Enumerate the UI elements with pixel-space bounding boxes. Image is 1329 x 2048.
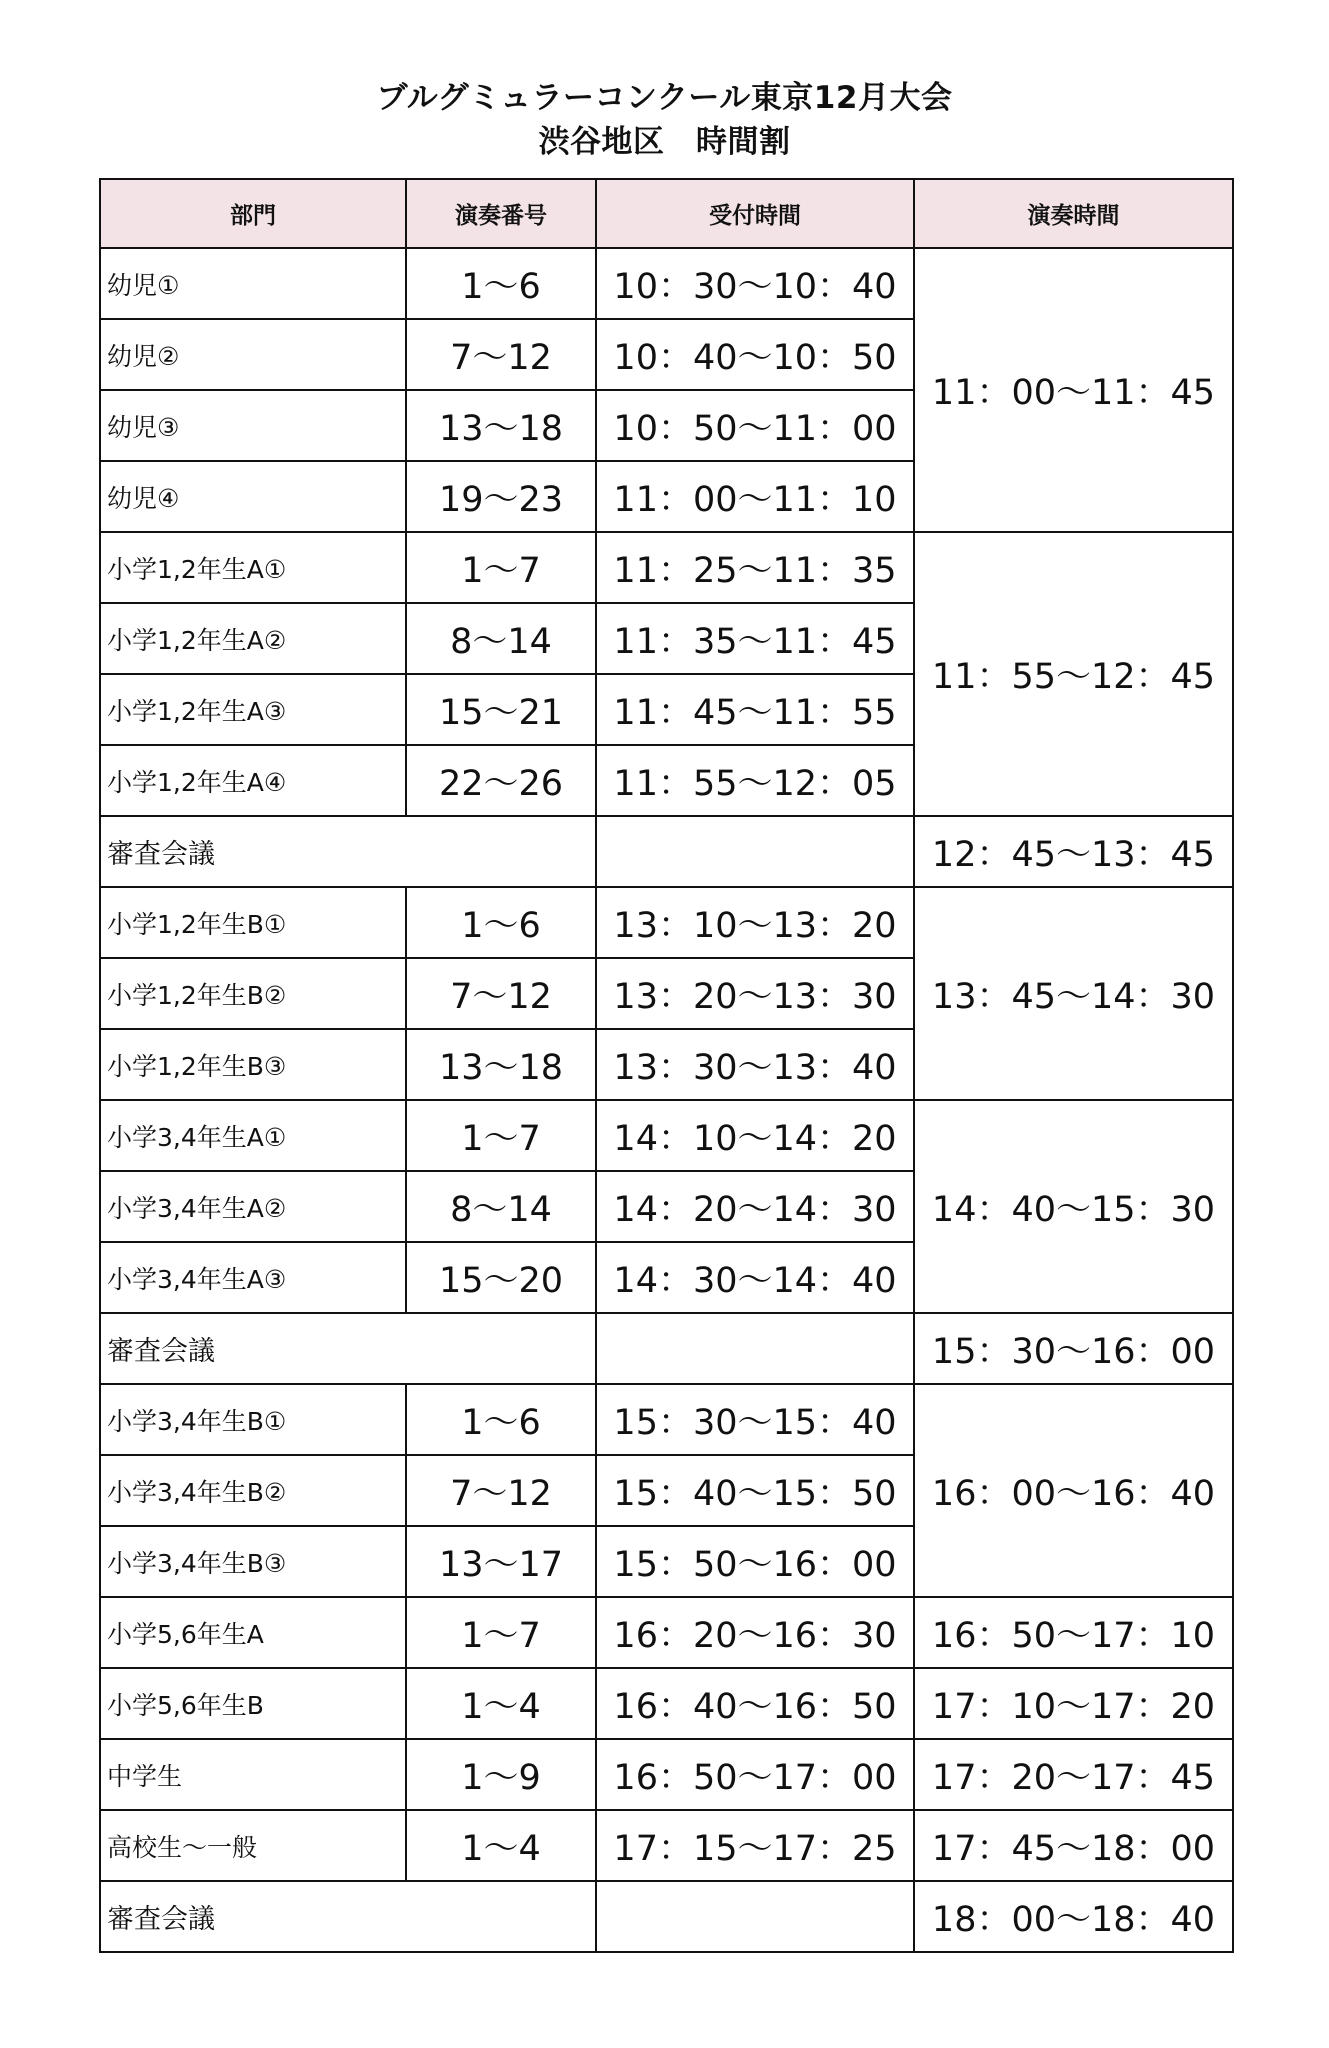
division-cell: 小学1,2年生B② [100, 958, 406, 1029]
reception-cell: 13：20〜13：30 [596, 958, 914, 1029]
reception-cell: 15：40〜15：50 [596, 1455, 914, 1526]
division-cell: 小学3,4年生A③ [100, 1242, 406, 1313]
reception-cell: 10：50〜11：00 [596, 390, 914, 461]
header-row [100, 179, 1233, 248]
reception-cell [596, 816, 914, 887]
reception-cell: 13：30〜13：40 [596, 1029, 914, 1100]
reception-cell: 11：35〜11：45 [596, 603, 914, 674]
division-cell: 小学5,6年生A [100, 1597, 406, 1668]
division-cell: 審査会議 [100, 816, 596, 887]
division-cell: 幼児② [100, 319, 406, 390]
division-cell: 小学1,2年生B① [100, 887, 406, 958]
header-division: 部門 [100, 179, 406, 248]
document-subtitle: 渋谷地区 時間割 [538, 124, 791, 160]
division-cell: 小学5,6年生B [100, 1668, 406, 1739]
number-cell: 1〜4 [406, 1810, 596, 1881]
number-cell: 1〜6 [406, 1384, 596, 1455]
reception-cell: 10：30〜10：40 [596, 248, 914, 319]
reception-cell: 13：10〜13：20 [596, 887, 914, 958]
number-cell: 1〜4 [406, 1668, 596, 1739]
header-performance-number: 演奏番号 [406, 179, 596, 248]
reception-cell: 16：40〜16：50 [596, 1668, 914, 1739]
reception-cell: 16：20〜16：30 [596, 1597, 914, 1668]
table-row [100, 532, 1233, 603]
performance-cell: 16：50〜17：10 [914, 1597, 1233, 1668]
document-title: ブルグミュラーコンクール東京12月大会 [376, 80, 953, 116]
division-cell: 小学1,2年生A④ [100, 745, 406, 816]
reception-cell: 14：20〜14：30 [596, 1171, 914, 1242]
number-cell: 8〜14 [406, 1171, 596, 1242]
division-cell: 小学3,4年生B② [100, 1455, 406, 1526]
number-cell: 13〜17 [406, 1526, 596, 1597]
table-row [100, 1597, 1233, 1668]
table-row [100, 248, 1233, 319]
performance-cell: 17：20〜17：45 [914, 1739, 1233, 1810]
performance-cell: 14：40〜15：30 [914, 1100, 1233, 1313]
division-cell: 審査会議 [100, 1313, 596, 1384]
division-cell: 小学1,2年生A① [100, 532, 406, 603]
division-cell: 小学1,2年生A② [100, 603, 406, 674]
number-cell: 22〜26 [406, 745, 596, 816]
performance-cell: 11：00〜11：45 [914, 248, 1233, 532]
reception-cell: 15：50〜16：00 [596, 1526, 914, 1597]
table-row [100, 1384, 1233, 1455]
header-performance-time: 演奏時間 [914, 179, 1233, 248]
division-cell: 小学3,4年生B③ [100, 1526, 406, 1597]
division-cell: 小学3,4年生A① [100, 1100, 406, 1171]
judging-meeting-row [100, 816, 1233, 887]
timetable [99, 178, 1234, 1953]
number-cell: 13〜18 [406, 1029, 596, 1100]
number-cell: 7〜12 [406, 319, 596, 390]
division-cell: 小学1,2年生A③ [100, 674, 406, 745]
reception-cell: 11：45〜11：55 [596, 674, 914, 745]
judging-meeting-row [100, 1313, 1233, 1384]
reception-cell: 14：10〜14：20 [596, 1100, 914, 1171]
number-cell: 1〜7 [406, 1597, 596, 1668]
number-cell: 7〜12 [406, 958, 596, 1029]
division-cell: 中学生 [100, 1739, 406, 1810]
division-cell: 幼児③ [100, 390, 406, 461]
number-cell: 1〜9 [406, 1739, 596, 1810]
reception-cell: 11：55〜12：05 [596, 745, 914, 816]
table-row [100, 1668, 1233, 1739]
reception-cell: 11：25〜11：35 [596, 532, 914, 603]
number-cell: 1〜6 [406, 887, 596, 958]
table-row [100, 887, 1233, 958]
division-cell: 高校生〜一般 [100, 1810, 406, 1881]
reception-cell: 16：50〜17：00 [596, 1739, 914, 1810]
reception-cell [596, 1313, 914, 1384]
reception-cell [596, 1881, 914, 1952]
header-reception-time: 受付時間 [596, 179, 914, 248]
table-row [100, 1810, 1233, 1881]
number-cell: 15〜21 [406, 674, 596, 745]
number-cell: 1〜7 [406, 532, 596, 603]
reception-cell: 14：30〜14：40 [596, 1242, 914, 1313]
number-cell: 19〜23 [406, 461, 596, 532]
reception-cell: 10：40〜10：50 [596, 319, 914, 390]
number-cell: 8〜14 [406, 603, 596, 674]
judging-meeting-row [100, 1881, 1233, 1952]
table-row [100, 1100, 1233, 1171]
performance-cell: 16：00〜16：40 [914, 1384, 1233, 1597]
division-cell: 幼児④ [100, 461, 406, 532]
reception-cell: 11：00〜11：10 [596, 461, 914, 532]
table-row [100, 1739, 1233, 1810]
reception-cell: 17：15〜17：25 [596, 1810, 914, 1881]
performance-cell: 13：45〜14：30 [914, 887, 1233, 1100]
performance-cell: 18：00〜18：40 [914, 1881, 1233, 1952]
performance-cell: 15：30〜16：00 [914, 1313, 1233, 1384]
performance-cell: 17：10〜17：20 [914, 1668, 1233, 1739]
division-cell: 小学1,2年生B③ [100, 1029, 406, 1100]
performance-cell: 17：45〜18：00 [914, 1810, 1233, 1881]
number-cell: 15〜20 [406, 1242, 596, 1313]
performance-cell: 11：55〜12：45 [914, 532, 1233, 816]
number-cell: 1〜7 [406, 1100, 596, 1171]
reception-cell: 15：30〜15：40 [596, 1384, 914, 1455]
number-cell: 7〜12 [406, 1455, 596, 1526]
performance-cell: 12：45〜13：45 [914, 816, 1233, 887]
number-cell: 13〜18 [406, 390, 596, 461]
division-cell: 小学3,4年生B① [100, 1384, 406, 1455]
division-cell: 小学3,4年生A② [100, 1171, 406, 1242]
division-cell: 幼児① [100, 248, 406, 319]
division-cell: 審査会議 [100, 1881, 596, 1952]
number-cell: 1〜6 [406, 248, 596, 319]
